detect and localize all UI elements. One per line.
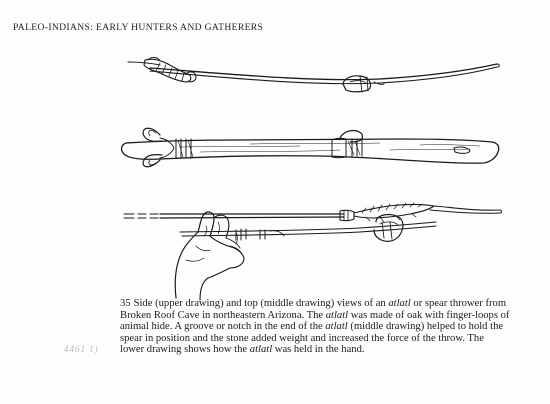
caption-segment: (middle drawing) helped to hold the spear in position and the stone added weight and increased the force of the throw. The lower drawing shows how the [120,321,504,356]
caption-text [120,298,509,355]
figure-caption [120,298,510,356]
caption-term-atlatl: atlatl [388,298,411,309]
atlatl-side-view [128,57,499,92]
atlatl-in-hand-with-spear [124,203,502,300]
running-header: PALEO-INDIANS: EARLY HUNTERS AND GATHERERS [13,22,264,33]
figure-number: 35 [120,298,131,309]
caption-term-atlatl: atlatl [249,344,273,356]
pencil-margin-note: 4461 1) [64,344,99,354]
caption-segment: was made of oak with finger-loops of animal hide. A groove or notch in the end of the [120,309,510,333]
caption-segment: was held in the hand. [272,344,365,356]
caption-segment: or spear thrower from Broken Roof Cave in northeastern Arizona. The [120,298,507,321]
caption-term-atlatl: atlatl [325,321,348,333]
caption-term-atlatl: atlatl [325,309,349,321]
atlatl-top-view [122,128,499,167]
caption-segment: Side (upper drawing) and top (middle drawing) views of an [133,298,389,309]
